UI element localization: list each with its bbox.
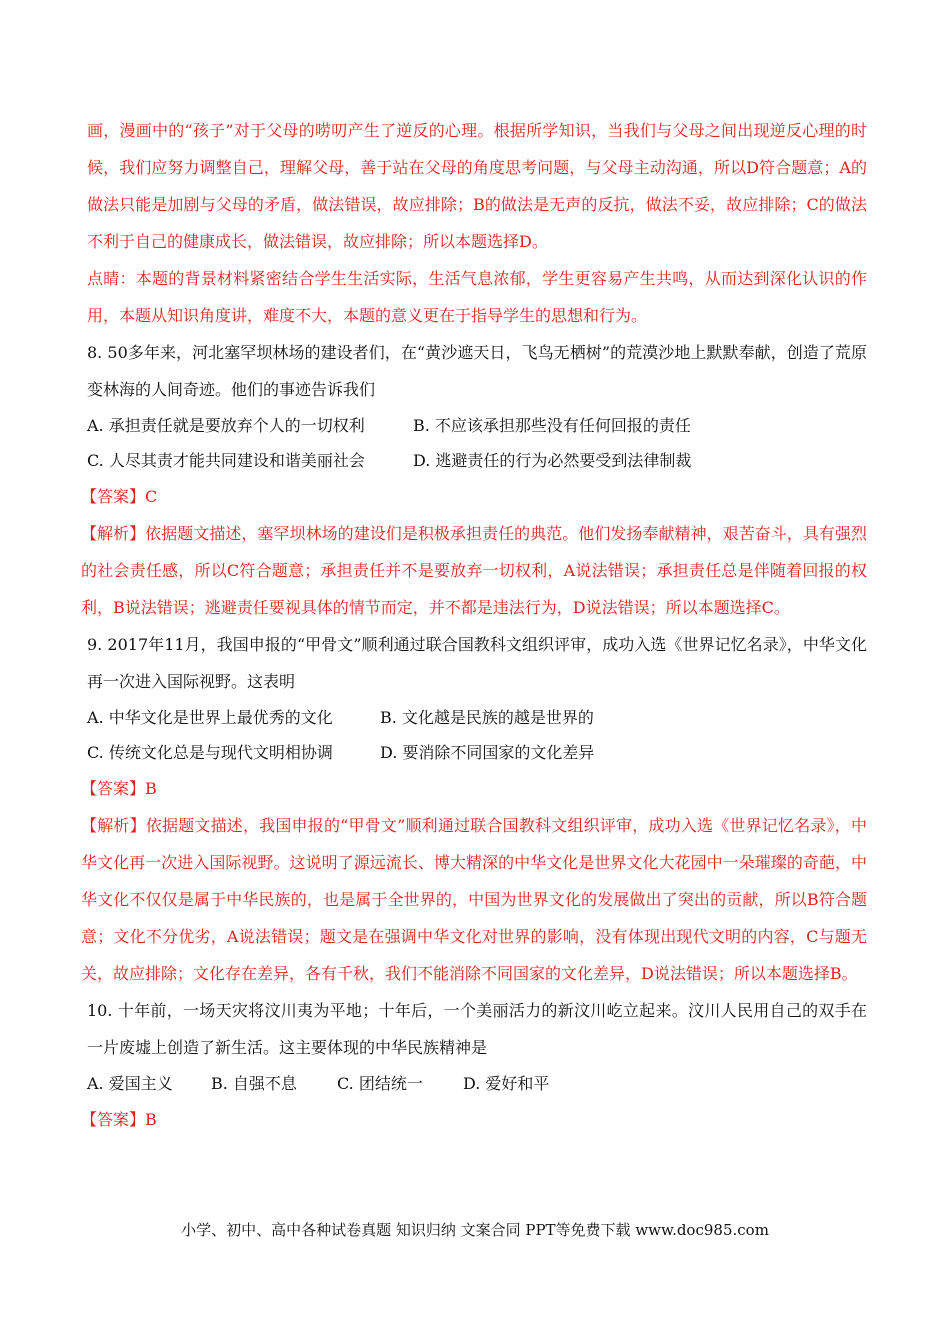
question-9-stem: 9. 2017年11月，我国申报的“甲骨文”顺利通过联合国教科文组织评审，成功入选《世界记忆名录》，中华文化再一次进入国际视野。这表明 [87, 635, 867, 691]
answer-tag: 【答案】 [81, 1110, 146, 1129]
question-9-option-b: B. 文化越是民族的越是世界的 [380, 708, 594, 727]
question-9-option-a: A. 中华文化是世界上最优秀的文化 [87, 708, 333, 727]
question-8-option-c: C. 人尽其责才能共同建设和谐美丽社会 [87, 451, 365, 470]
answer-tag: 【答案】 [81, 779, 146, 798]
question-9-analysis [81, 807, 867, 992]
question-8-stem: 8. 50多年来，河北塞罕坝林场的建设者们，在“黄沙遮天日，飞鸟无栖树”的荒漠沙地上默默奉献，创造了荒原变林海的人间奇迹。他们的事迹告诉我们 [87, 343, 867, 399]
question-10-answer [81, 1101, 867, 1138]
analysis-tag: 【解析】 [81, 816, 146, 835]
question-10-options-row [87, 1066, 867, 1101]
question-10-option-c: C. 团结统一 [337, 1074, 423, 1093]
question-8-option-b: B. 不应该承担那些没有任何回报的责任 [413, 416, 691, 435]
analysis-text: 依据题文描述，我国申报的“甲骨文”顺利通过联合国教科文组织评审，成功入选《世界记忆名录》，中华文化再一次进入国际视野。这说明了源远流长、博大精深的中华文化是世界文化大花园中一朵璀璨的奇葩，中华文化不仅仅是属于中华民族的，也是属于全世界的，中国为世界文化的发展做出了突出的贡献，所以B符合题意；文化不分优劣，A说法错误；题文是在强调中华文化对世界的影响，没有体现出现代文明的内容，C与题无关，故应排除；文化存在差异，各有千秋，我们不能消除不同国家的文化差异，D说法错误；所以本题选择B。 [81, 816, 867, 983]
page-footer: 小学、初中、高中各种试卷真题 知识归纳 文案合同 PPT等免费下载 www.doc985.com [181, 1221, 769, 1239]
question-8-answer [81, 478, 867, 515]
question-9-options-row-2 [87, 735, 867, 770]
question-10-stem: 10. 十年前，一场天灾将汶川夷为平地；十年后，一个美丽活力的新汶川屹立起来。汶川人民用自己的双手在一片废墟上创造了新生活。这主要体现的中华民族精神是 [87, 1001, 867, 1057]
question-8-option-d: D. 逃避责任的行为必然要受到法律制裁 [413, 451, 692, 470]
previous-analysis-paragraph: 画，漫画中的“孩子”对于父母的唠叨产生了逆反的心理。根据所学知识，当我们与父母之间出现逆反心理的时候，我们应努力调整自己，理解父母，善于站在父母的角度思考问题，与父母主动沟通，所以D符合题意；A的做法只能是加剧与父母的矛盾，做法错误，故应排除；B的做法是无声的反抗，做法不妥，故应排除；C的做法不利于自己的健康成长，做法错误，故应排除；所以本题选择D。 [87, 121, 867, 251]
question-10-option-d: D. 爱好和平 [463, 1074, 550, 1093]
question-9-option-c: C. 传统文化总是与现代文明相协调 [87, 743, 333, 762]
question-8-options-row-1 [87, 408, 867, 443]
answer-value: B [145, 1110, 157, 1129]
question-9-option-d: D. 要消除不同国家的文化差异 [380, 743, 595, 762]
question-8-options-row-2 [87, 443, 867, 478]
question-10-option-a: A. 爱国主义 [87, 1074, 173, 1093]
analysis-text: 依据题文描述，塞罕坝林场的建设们是积极承担责任的典范。他们发扬奉献精神，艰苦奋斗，具有强烈的社会责任感，所以C符合题意；承担责任并不是要放弃一切权利，A说法错误；承担责任总是伴随着回报的权利，B说法错误；逃避责任要视具体的情节而定，并不都是违法行为，D说法错误；所以本题选择C。 [81, 524, 867, 617]
question-8-analysis [81, 515, 867, 626]
question-9-answer [81, 770, 867, 807]
page-content [81, 112, 867, 1138]
answer-value: C [145, 487, 158, 506]
question-10-option-b: B. 自强不息 [211, 1074, 297, 1093]
answer-tag: 【答案】 [81, 487, 146, 506]
previous-analysis-comment: 点睛：本题的背景材料紧密结合学生生活实际，生活气息浓郁，学生更容易产生共鸣，从而达到深化认识的作用，本题从知识角度讲，难度不大，本题的意义更在于指导学生的思想和行为。 [87, 269, 867, 325]
analysis-tag: 【解析】 [81, 524, 146, 543]
question-8-option-a: A. 承担责任就是要放弃个人的一切权利 [87, 416, 365, 435]
question-9-options-row-1 [87, 700, 867, 735]
answer-value: B [145, 779, 157, 798]
